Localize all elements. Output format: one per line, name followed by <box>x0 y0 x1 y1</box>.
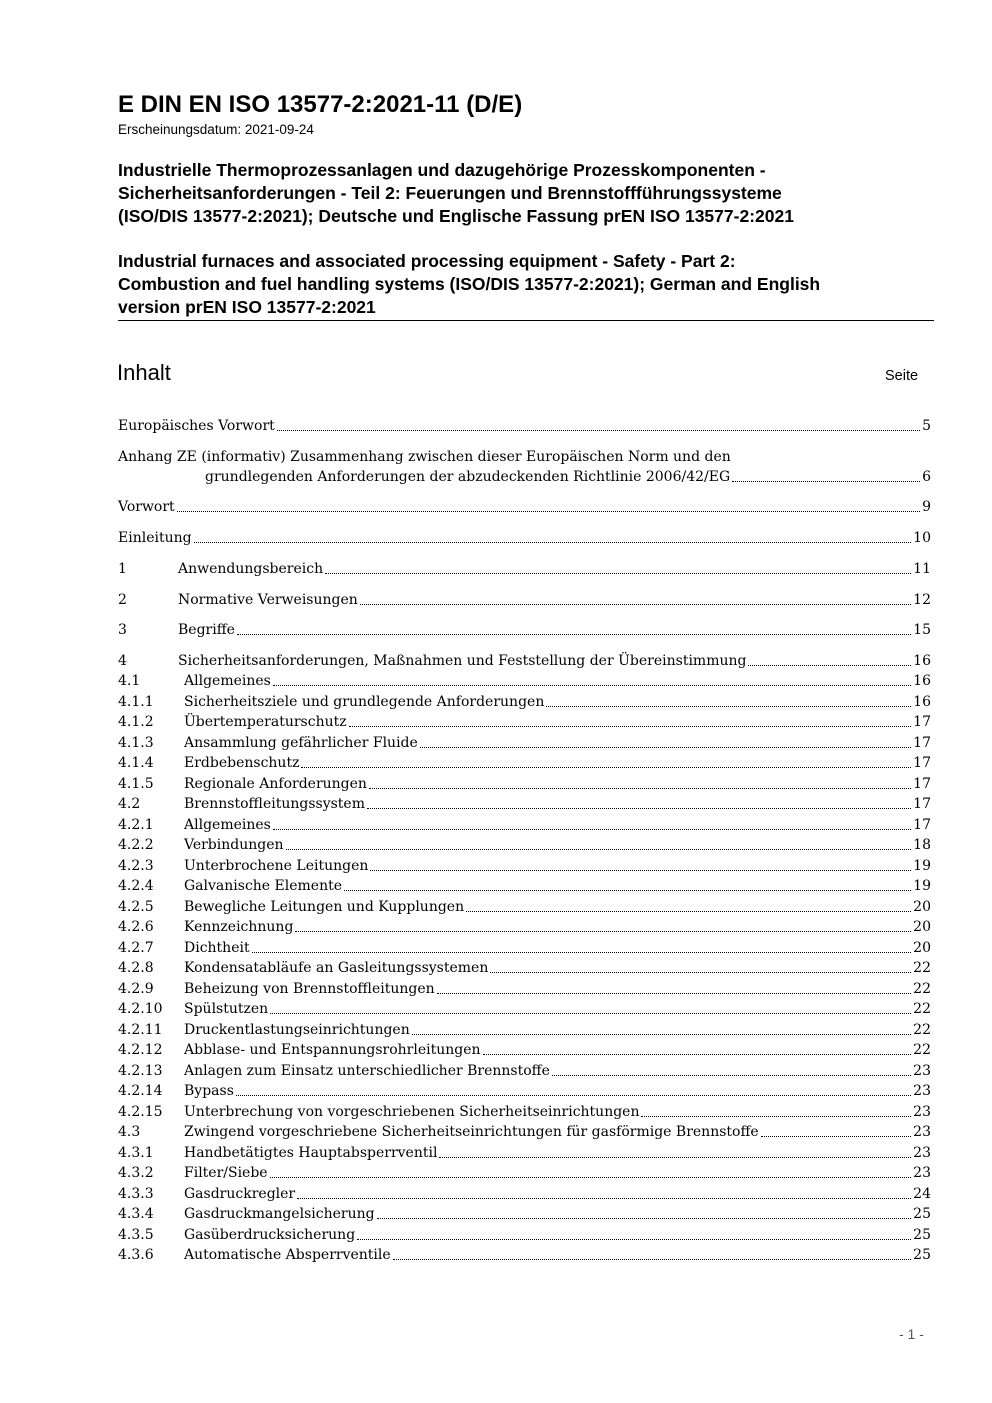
toc-entry-number: 4 <box>118 653 127 669</box>
toc-entry-page: 25 <box>913 1247 931 1263</box>
toc-entry-page: 22 <box>913 981 931 997</box>
toc-dot-leader <box>439 1157 911 1158</box>
toc-dot-leader <box>177 511 920 512</box>
toc-entry[interactable] <box>118 1061 931 1081</box>
toc-dot-leader <box>344 890 911 891</box>
toc-entry-number: 2 <box>118 592 127 608</box>
toc-entry-title: Unterbrochene Leitungen <box>184 858 369 874</box>
toc-entry[interactable] <box>118 1040 931 1060</box>
toc-entry-page: 23 <box>913 1145 931 1161</box>
toc-dot-leader <box>325 573 911 574</box>
toc-entry[interactable] <box>118 856 931 876</box>
toc-entry-number: 4.3.6 <box>118 1247 154 1263</box>
toc-dot-leader <box>357 1239 911 1240</box>
toc-dot-leader <box>349 726 912 727</box>
toc-entry-page: 23 <box>913 1104 931 1120</box>
toc-entry[interactable] <box>118 938 931 958</box>
title-english-line: Combustion and fuel handling systems (ISO/DIS 13577-2:2021); German and English <box>118 274 821 294</box>
toc-entry-title: Gasüberdrucksicherung <box>184 1227 356 1243</box>
toc-dot-leader <box>377 1218 912 1219</box>
toc-entry[interactable] <box>118 1204 931 1224</box>
toc-entry-number: 4.2.1 <box>118 817 154 833</box>
toc-entry-page: 17 <box>913 796 931 812</box>
toc-dot-leader <box>552 1075 911 1076</box>
toc-entry-page: 5 <box>922 418 931 434</box>
toc-entry-title: Vorwort <box>118 499 175 515</box>
toc-entry-page: 25 <box>913 1206 931 1222</box>
toc-entry-title: Dichtheit <box>184 940 250 956</box>
toc-entry-page: 19 <box>913 858 931 874</box>
title-german-line: (ISO/DIS 13577-2:2021); Deutsche und Englische Fassung prEN ISO 13577-2:2021 <box>118 206 794 226</box>
toc-entry[interactable] <box>118 620 931 640</box>
toc-entry-page: 22 <box>913 1042 931 1058</box>
toc-entry-number: 4.2.14 <box>118 1083 163 1099</box>
toc-entry-title: Begriffe <box>178 622 235 638</box>
toc-dot-leader <box>732 481 920 482</box>
toc-entry-title: Brennstoffleitungssystem <box>184 796 365 812</box>
toc-dot-leader <box>370 870 911 871</box>
toc-entry-title: Normative Verweisungen <box>178 592 358 608</box>
toc-entry-page: 17 <box>913 776 931 792</box>
toc-entry-number: 4.3.1 <box>118 1145 154 1161</box>
toc-entry[interactable] <box>118 692 931 712</box>
toc-entry-page: 20 <box>913 940 931 956</box>
toc-entry-title: Bewegliche Leitungen und Kupplungen <box>184 899 465 915</box>
toc-dot-leader <box>437 993 912 994</box>
toc-entry-title: Verbindungen <box>184 837 284 853</box>
toc-entry-page: 19 <box>913 878 931 894</box>
toc-entry-number: 4.2.15 <box>118 1104 163 1120</box>
toc-entry-number: 4.3.2 <box>118 1165 154 1181</box>
toc-entry-number: 4.1.4 <box>118 755 154 771</box>
toc-entry-page: 16 <box>913 653 931 669</box>
toc-entry-page: 11 <box>913 561 931 577</box>
title-english-line: version prEN ISO 13577-2:2021 <box>118 297 376 317</box>
toc-entry[interactable] <box>118 590 931 610</box>
title-german-line: Sicherheitsanforderungen - Teil 2: Feuerungen und Brennstoffführungssysteme <box>118 183 782 203</box>
title-english-line: Industrial furnaces and associated processing equipment - Safety - Part 2: <box>118 251 736 271</box>
toc-entry-number: 4.1.2 <box>118 714 154 730</box>
toc-entry-number: 4.2.11 <box>118 1022 163 1038</box>
toc-entry-title: Kondensatabläufe an Gasleitungssystemen <box>184 960 489 976</box>
toc-entry-title: Anwendungsbereich <box>178 561 324 577</box>
toc-entry-title: Kennzeichnung <box>184 919 294 935</box>
toc-entry-page: 20 <box>913 919 931 935</box>
toc-entry-number: 4.1 <box>118 673 141 689</box>
toc-entry[interactable] <box>118 999 931 1019</box>
toc-entry[interactable] <box>118 651 931 671</box>
toc-entry[interactable] <box>118 671 931 691</box>
toc-entry[interactable] <box>118 712 931 732</box>
toc-entry-page: 9 <box>922 499 931 515</box>
toc-entry-number: 4.2.3 <box>118 858 154 874</box>
toc-entry-number: 4.3.4 <box>118 1206 154 1222</box>
toc-entry-page: 17 <box>913 714 931 730</box>
toc-entry[interactable] <box>118 528 931 548</box>
publication-date: Erscheinungsdatum: 2021-09-24 <box>118 122 314 137</box>
toc-entry-title: Filter/Siebe <box>184 1165 268 1181</box>
toc-dot-leader <box>273 685 911 686</box>
toc-entry-title: Handbetätigtes Hauptabsperrventil <box>184 1145 438 1161</box>
toc-entry[interactable] <box>118 1020 931 1040</box>
document-id: E DIN EN ISO 13577-2:2021-11 (D/E) <box>118 91 523 118</box>
toc-dot-leader <box>393 1259 912 1260</box>
toc-entry-title: Anlagen zum Einsatz unterschiedlicher Brennstoffe <box>184 1063 550 1079</box>
toc-dot-leader <box>273 829 911 830</box>
toc-entry[interactable] <box>118 897 931 917</box>
toc-entry-number: 4.2 <box>118 796 141 812</box>
toc-page-column-label: Seite <box>885 368 919 384</box>
toc-entry-title: Spülstutzen <box>184 1001 269 1017</box>
toc-entry-page: 22 <box>913 960 931 976</box>
toc-entry-page: 23 <box>913 1063 931 1079</box>
toc-dot-leader <box>466 911 911 912</box>
toc-entry-title: Gasdruckregler <box>184 1186 296 1202</box>
toc-entry-title: Erdbebenschutz <box>184 755 300 771</box>
toc-dot-leader <box>367 808 911 809</box>
toc-entry-page: 23 <box>913 1165 931 1181</box>
toc-entry-title: Unterbrechung von vorgeschriebenen Sicherheitseinrichtungen <box>184 1104 640 1120</box>
toc-dot-leader <box>236 1095 911 1096</box>
toc-entry-number: 4.2.7 <box>118 940 154 956</box>
toc-entry-title: Anhang ZE (informativ) Zusammenhang zwischen dieser Europäischen Norm und den <box>118 449 731 465</box>
toc-entry-page: 16 <box>913 673 931 689</box>
toc-entry[interactable] <box>118 1122 931 1142</box>
toc-entry-page: 17 <box>913 735 931 751</box>
toc-dot-leader <box>748 665 911 666</box>
toc-entry[interactable] <box>118 1081 931 1101</box>
toc-entry-number: 4.2.6 <box>118 919 154 935</box>
toc-entry-number: 1 <box>118 561 127 577</box>
toc-entry[interactable] <box>118 876 931 896</box>
toc-entry-title: Automatische Absperrventile <box>184 1247 391 1263</box>
toc-entry[interactable] <box>118 1163 931 1183</box>
toc-entry-number: 4.3.5 <box>118 1227 154 1243</box>
toc-dot-leader <box>369 788 911 789</box>
toc-entry-number: 4.3.3 <box>118 1186 154 1202</box>
toc-dot-leader <box>237 634 911 635</box>
toc-entry[interactable] <box>118 753 931 773</box>
toc-entry[interactable] <box>118 958 931 978</box>
toc-entry-page: 15 <box>913 622 931 638</box>
toc-dot-leader <box>270 1177 912 1178</box>
toc-dot-leader <box>761 1136 911 1137</box>
toc-entry-number: 4.2.13 <box>118 1063 163 1079</box>
toc-entry-title: Bypass <box>184 1083 234 1099</box>
toc-entry-page: 12 <box>913 592 931 608</box>
toc-entry-number: 4.2.4 <box>118 878 154 894</box>
toc-entry-page: 17 <box>913 755 931 771</box>
toc-entry-number: 4.3 <box>118 1124 141 1140</box>
toc-entry[interactable] <box>118 559 931 579</box>
toc-entry-continuation <box>205 467 931 487</box>
page-number: - 1 - <box>899 1326 924 1342</box>
toc-dot-leader <box>641 1116 911 1117</box>
toc-entry-number: 4.1.1 <box>118 694 154 710</box>
toc-entry[interactable] <box>118 1102 931 1122</box>
toc-entry[interactable] <box>118 447 931 487</box>
toc-heading: Inhalt <box>117 360 171 385</box>
toc-entry[interactable] <box>118 1225 931 1245</box>
toc-dot-leader <box>360 604 911 605</box>
toc-entry-title: Beheizung von Brennstoffleitungen <box>184 981 435 997</box>
toc-entry[interactable] <box>118 1245 931 1265</box>
toc-entry-title: Europäisches Vorwort <box>118 418 275 434</box>
toc-dot-leader <box>295 931 911 932</box>
toc-entry-number: 4.2.10 <box>118 1001 163 1017</box>
toc-entry[interactable] <box>118 1143 931 1163</box>
toc-entry-title: Gasdruckmangelsicherung <box>184 1206 375 1222</box>
toc-dot-leader <box>412 1034 911 1035</box>
toc-dot-leader <box>490 972 911 973</box>
toc-entry-page: 16 <box>913 694 931 710</box>
toc-entry-number: 4.2.12 <box>118 1042 163 1058</box>
toc-entry-title: Ansammlung gefährlicher Fluide <box>184 735 418 751</box>
toc-dot-leader <box>252 952 912 953</box>
toc-dot-leader <box>483 1054 912 1055</box>
toc-entry-page: 23 <box>913 1083 931 1099</box>
toc-entry[interactable] <box>118 1184 931 1204</box>
toc-dot-leader <box>194 542 912 543</box>
toc-entry-number: 4.2.5 <box>118 899 154 915</box>
toc-entry-page: 23 <box>913 1124 931 1140</box>
toc-entry-page: 17 <box>913 817 931 833</box>
toc-entry-page: 10 <box>913 530 931 546</box>
toc-entry[interactable] <box>118 497 931 517</box>
toc-entry-title: Galvanische Elemente <box>184 878 343 894</box>
toc-entry-title: Sicherheitsziele und grundlegende Anforderungen <box>184 694 545 710</box>
toc-entry-title: Sicherheitsanforderungen, Maßnahmen und Feststellung der Übereinstimmung <box>178 653 747 669</box>
toc-entry[interactable] <box>118 979 931 999</box>
toc-entry-title: Druckentlastungseinrichtungen <box>184 1022 410 1038</box>
toc-entry[interactable] <box>118 774 931 794</box>
toc-entry-page: 25 <box>913 1227 931 1243</box>
toc-entry-number: 4.1.5 <box>118 776 154 792</box>
toc-entry-page: 20 <box>913 899 931 915</box>
toc-dot-leader <box>270 1013 911 1014</box>
toc-entry-page: 22 <box>913 1001 931 1017</box>
toc-entry-title: Übertemperaturschutz <box>184 714 347 730</box>
toc-entry[interactable] <box>118 416 931 436</box>
toc-dot-leader <box>277 430 920 431</box>
toc-dot-leader <box>301 767 911 768</box>
toc-entry[interactable] <box>118 917 931 937</box>
toc-entry-title-continued: grundlegenden Anforderungen der abzudeckenden Richtlinie 2006/42/EG <box>205 469 731 485</box>
toc-entry[interactable] <box>118 733 931 753</box>
toc-entry-title: Zwingend vorgeschriebene Sicherheitseinrichtungen für gasförmige Brennstoffe <box>184 1124 759 1140</box>
toc-entry[interactable] <box>118 835 931 855</box>
toc-entry-page: 6 <box>922 469 931 485</box>
toc-entry-number: 3 <box>118 622 127 638</box>
toc-entry-title: Allgemeines <box>184 817 271 833</box>
toc-entry[interactable] <box>118 794 931 814</box>
toc-entry-page: 24 <box>913 1186 931 1202</box>
toc-dot-leader <box>420 747 911 748</box>
toc-entry-title: Abblase- und Entspannungsrohrleitungen <box>184 1042 481 1058</box>
toc-entry-title: Einleitung <box>118 530 192 546</box>
toc-entry-number: 4.2.9 <box>118 981 154 997</box>
toc-dot-leader <box>546 706 911 707</box>
toc-dot-leader <box>286 849 912 850</box>
toc-entry-title: Regionale Anforderungen <box>184 776 367 792</box>
toc-entry-number: 4.1.3 <box>118 735 154 751</box>
title-german-line: Industrielle Thermoprozessanlagen und dazugehörige Prozesskomponenten - <box>118 160 766 180</box>
toc-dot-leader <box>297 1198 911 1199</box>
toc-entry-number: 4.2.2 <box>118 837 154 853</box>
toc-entry-title: Allgemeines <box>184 673 271 689</box>
toc-entry-page: 18 <box>913 837 931 853</box>
toc-entry-number: 4.2.8 <box>118 960 154 976</box>
toc-entry-page: 22 <box>913 1022 931 1038</box>
toc-entry[interactable] <box>118 815 931 835</box>
